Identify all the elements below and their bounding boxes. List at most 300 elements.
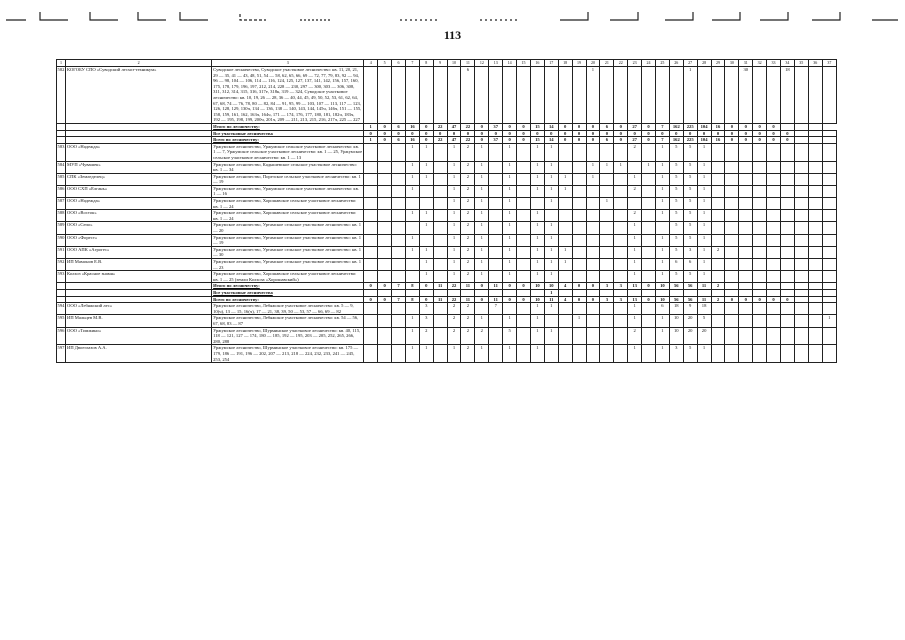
value-cell: [517, 345, 531, 363]
column-number: 24: [642, 60, 656, 67]
value-cell: 20: [697, 327, 711, 345]
value-cell: 1: [530, 173, 544, 185]
value-cell: [753, 198, 767, 210]
value-cell: [794, 130, 808, 137]
value-cell: [725, 234, 739, 246]
organization-name: КОГОБУ СПО «Суводский лесхоз-техникум»: [66, 67, 212, 124]
organization-name: ООО «Восток»: [66, 210, 212, 222]
value-cell: [489, 234, 503, 246]
value-cell: [808, 345, 822, 363]
value-cell: 10: [530, 296, 544, 303]
value-cell: 0: [572, 130, 586, 137]
value-cell: 104: [697, 137, 711, 144]
value-cell: 15: [530, 123, 544, 130]
value-cell: [808, 283, 822, 290]
value-cell: 7: [392, 283, 406, 290]
value-cell: [780, 315, 794, 327]
value-cell: 2: [419, 327, 433, 345]
value-cell: [767, 289, 781, 296]
column-number: 31: [739, 60, 753, 67]
value-cell: 27: [628, 137, 642, 144]
value-cell: [378, 67, 392, 124]
value-cell: 9: [683, 303, 697, 315]
value-cell: [794, 246, 808, 258]
value-cell: [822, 296, 836, 303]
value-cell: [614, 327, 628, 345]
value-cell: 0: [475, 283, 489, 290]
value-cell: 1: [475, 143, 489, 161]
value-cell: 0: [767, 137, 781, 144]
value-cell: 1: [697, 198, 711, 210]
value-cell: 1: [447, 271, 461, 283]
value-cell: 18: [780, 67, 794, 124]
value-cell: [767, 234, 781, 246]
value-cell: 22: [433, 137, 447, 144]
value-cell: [572, 143, 586, 161]
value-cell: 5: [669, 246, 683, 258]
value-cell: [392, 315, 406, 327]
value-cell: [489, 271, 503, 283]
table-row: [57, 246, 837, 258]
value-cell: [725, 198, 739, 210]
value-cell: [530, 289, 544, 296]
organization-name: ООО АПК «Агрогес»: [66, 246, 212, 258]
value-cell: 3: [614, 296, 628, 303]
value-cell: [794, 289, 808, 296]
value-cell: 5: [669, 161, 683, 173]
value-cell: 1: [447, 210, 461, 222]
value-cell: 0: [558, 123, 572, 130]
value-cell: 1: [628, 259, 642, 271]
value-cell: [614, 303, 628, 315]
value-cell: 56: [683, 296, 697, 303]
value-cell: [558, 289, 572, 296]
value-cell: [794, 283, 808, 290]
value-cell: [794, 67, 808, 124]
value-cell: [392, 67, 406, 124]
value-cell: [753, 327, 767, 345]
column-number: 1: [57, 60, 66, 67]
value-cell: [517, 143, 531, 161]
value-cell: [433, 210, 447, 222]
value-cell: 5: [669, 173, 683, 185]
value-cell: [753, 143, 767, 161]
column-number: 16: [530, 60, 544, 67]
column-number: 23: [628, 60, 642, 67]
value-cell: [780, 173, 794, 185]
value-cell: [405, 67, 419, 124]
row-number: [57, 123, 66, 130]
column-number: 21: [600, 60, 614, 67]
value-cell: 2: [711, 246, 725, 258]
value-cell: [794, 143, 808, 161]
value-cell: 0: [683, 130, 697, 137]
value-cell: [822, 259, 836, 271]
value-cell: [725, 143, 739, 161]
value-cell: 6: [392, 137, 406, 144]
value-cell: [614, 185, 628, 197]
value-cell: 0: [392, 130, 406, 137]
column-number: 34: [780, 60, 794, 67]
value-cell: 0: [419, 296, 433, 303]
organization-name: ООО СХП «Елгань»: [66, 185, 212, 197]
value-cell: [642, 246, 656, 258]
value-cell: [725, 210, 739, 222]
value-cell: [614, 315, 628, 327]
value-cell: [780, 143, 794, 161]
value-cell: 1: [530, 161, 544, 173]
value-cell: 5: [503, 327, 517, 345]
value-cell: 1: [419, 222, 433, 234]
organization-name: ООО «Лебяжский лес»: [66, 303, 212, 315]
value-cell: [378, 259, 392, 271]
value-cell: [669, 289, 683, 296]
value-cell: 27: [628, 123, 642, 130]
value-cell: 1: [544, 222, 558, 234]
value-cell: 0: [767, 123, 781, 130]
location-description: Все участковые лесничества: [212, 130, 364, 137]
value-cell: [808, 173, 822, 185]
value-cell: 1: [405, 185, 419, 197]
value-cell: 0: [517, 296, 531, 303]
value-cell: [822, 161, 836, 173]
value-cell: [808, 259, 822, 271]
value-cell: [600, 173, 614, 185]
value-cell: [364, 246, 378, 258]
location-description: Уржумское лесничество, Кадышевское сельское участковое лесничество: кв. 1 — 34: [212, 161, 364, 173]
column-number: 5: [378, 60, 392, 67]
row-number: 591: [57, 246, 66, 258]
value-cell: 20: [683, 315, 697, 327]
value-cell: [711, 271, 725, 283]
value-cell: 1: [544, 173, 558, 185]
value-cell: 1: [558, 185, 572, 197]
value-cell: 0: [725, 130, 739, 137]
value-cell: [711, 198, 725, 210]
value-cell: [822, 289, 836, 296]
value-cell: 0: [739, 130, 753, 137]
location-description: Уржумское лесничество, Шурминское участковое лесничество: кв. 175 — 179, 186 — 191, 196 — 202, 207 — 213, 218 — 224, 232, 233, 241 — 245, 253, 254: [212, 345, 364, 363]
value-cell: [767, 259, 781, 271]
value-cell: 1: [475, 210, 489, 222]
value-cell: 1: [544, 259, 558, 271]
column-number: 13: [489, 60, 503, 67]
organization-name: ООО «Сепо»: [66, 222, 212, 234]
value-cell: [447, 289, 461, 296]
value-cell: 18: [697, 303, 711, 315]
value-cell: 0: [628, 130, 642, 137]
value-cell: 1: [655, 234, 669, 246]
value-cell: 1: [697, 246, 711, 258]
total-row: [57, 137, 837, 144]
value-cell: 1: [475, 161, 489, 173]
value-cell: [642, 185, 656, 197]
value-cell: 1: [447, 222, 461, 234]
column-number: 11: [461, 60, 475, 67]
value-cell: [628, 198, 642, 210]
value-cell: [503, 289, 517, 296]
value-cell: 0: [364, 296, 378, 303]
value-cell: 0: [780, 296, 794, 303]
value-cell: 22: [433, 123, 447, 130]
location-description: Итого по лесничеству:: [212, 283, 364, 290]
value-cell: 0: [614, 123, 628, 130]
location-description: Итого по лесничеству:: [212, 123, 364, 130]
value-cell: 0: [517, 283, 531, 290]
value-cell: 5: [669, 198, 683, 210]
value-cell: [544, 315, 558, 327]
value-cell: 0: [405, 130, 419, 137]
value-cell: 22: [461, 123, 475, 130]
value-cell: [489, 198, 503, 210]
row-number: [57, 296, 66, 303]
value-cell: [614, 234, 628, 246]
organization-name: [66, 130, 212, 137]
value-cell: 2: [447, 315, 461, 327]
value-cell: 5: [683, 143, 697, 161]
value-cell: 0: [739, 123, 753, 130]
value-cell: [378, 315, 392, 327]
value-cell: [392, 303, 406, 315]
value-cell: 1: [475, 315, 489, 327]
value-cell: 56: [683, 283, 697, 290]
value-cell: [517, 259, 531, 271]
value-cell: 2: [628, 210, 642, 222]
value-cell: [697, 289, 711, 296]
table-row: [57, 222, 837, 234]
value-cell: [544, 345, 558, 363]
value-cell: [822, 210, 836, 222]
value-cell: [739, 345, 753, 363]
value-cell: 1: [530, 222, 544, 234]
value-cell: 1: [544, 289, 558, 296]
column-number: 26: [669, 60, 683, 67]
value-cell: [600, 67, 614, 124]
value-cell: 0: [364, 283, 378, 290]
value-cell: [780, 327, 794, 345]
value-cell: 5: [683, 185, 697, 197]
value-cell: 0: [739, 137, 753, 144]
value-cell: 0: [669, 130, 683, 137]
row-number: 590: [57, 234, 66, 246]
value-cell: 11: [544, 296, 558, 303]
location-description: Уржумское лесничество, Хорошавское сельское участковое лесничество: кв. 1 — 24: [212, 198, 364, 210]
table-row: [57, 161, 837, 173]
value-cell: [642, 327, 656, 345]
value-cell: [808, 327, 822, 345]
value-cell: [767, 271, 781, 283]
value-cell: [808, 185, 822, 197]
value-cell: [794, 315, 808, 327]
value-cell: [433, 303, 447, 315]
value-cell: [572, 246, 586, 258]
value-cell: 2: [461, 222, 475, 234]
value-cell: 1: [447, 259, 461, 271]
value-cell: 1: [655, 198, 669, 210]
header-row: [57, 60, 837, 67]
value-cell: 2: [461, 315, 475, 327]
value-cell: 6: [655, 303, 669, 315]
value-cell: 1: [405, 246, 419, 258]
value-cell: [586, 303, 600, 315]
value-cell: [517, 303, 531, 315]
organization-name: ИП Двоеглазов А.А.: [66, 345, 212, 363]
value-cell: [794, 210, 808, 222]
value-cell: [808, 123, 822, 130]
value-cell: [433, 198, 447, 210]
value-cell: 11: [489, 296, 503, 303]
value-cell: 6: [683, 259, 697, 271]
value-cell: 0: [725, 137, 739, 144]
value-cell: [433, 315, 447, 327]
value-cell: [405, 198, 419, 210]
value-cell: [767, 327, 781, 345]
value-cell: 1: [405, 234, 419, 246]
value-cell: [780, 259, 794, 271]
value-cell: 1: [683, 67, 697, 124]
value-cell: 1: [447, 234, 461, 246]
value-cell: 1: [475, 246, 489, 258]
value-cell: [378, 303, 392, 315]
column-number: 35: [794, 60, 808, 67]
value-cell: 5: [683, 198, 697, 210]
value-cell: [392, 222, 406, 234]
value-cell: 0: [475, 137, 489, 144]
value-cell: 1: [503, 259, 517, 271]
value-cell: [586, 289, 600, 296]
value-cell: [364, 289, 378, 296]
value-cell: [433, 246, 447, 258]
organization-name: СПК «Земледелец»: [66, 173, 212, 185]
value-cell: 0: [753, 130, 767, 137]
value-cell: [392, 143, 406, 161]
value-cell: [586, 198, 600, 210]
value-cell: [780, 271, 794, 283]
value-cell: [822, 198, 836, 210]
value-cell: [753, 259, 767, 271]
value-cell: [642, 173, 656, 185]
value-cell: 1: [364, 123, 378, 130]
value-cell: [739, 289, 753, 296]
column-number: 28: [697, 60, 711, 67]
value-cell: 0: [378, 137, 392, 144]
value-cell: [517, 210, 531, 222]
row-number: 592: [57, 259, 66, 271]
value-cell: [447, 67, 461, 124]
value-cell: [739, 173, 753, 185]
column-number: 33: [767, 60, 781, 67]
value-cell: [794, 198, 808, 210]
value-cell: 6: [600, 137, 614, 144]
value-cell: 0: [419, 130, 433, 137]
value-cell: 3: [600, 283, 614, 290]
organization-name: ООО «Тимжино»: [66, 327, 212, 345]
value-cell: 10: [655, 296, 669, 303]
value-cell: 37: [489, 123, 503, 130]
value-cell: [794, 137, 808, 144]
value-cell: 0: [725, 123, 739, 130]
value-cell: [780, 246, 794, 258]
column-number: 30: [725, 60, 739, 67]
value-cell: 1: [405, 315, 419, 327]
total-row: [57, 123, 837, 130]
value-cell: [739, 198, 753, 210]
value-cell: 0: [475, 296, 489, 303]
value-cell: 0: [614, 137, 628, 144]
value-cell: [697, 67, 711, 124]
row-number: 595: [57, 315, 66, 327]
value-cell: [739, 303, 753, 315]
value-cell: 1: [628, 271, 642, 283]
value-cell: [725, 327, 739, 345]
value-cell: [822, 283, 836, 290]
value-cell: 0: [503, 283, 517, 290]
value-cell: [364, 143, 378, 161]
value-cell: 1: [503, 222, 517, 234]
value-cell: [725, 283, 739, 290]
value-cell: [753, 161, 767, 173]
value-cell: 1: [697, 210, 711, 222]
value-cell: [405, 303, 419, 315]
value-cell: 2: [461, 303, 475, 315]
value-cell: [794, 185, 808, 197]
value-cell: [711, 303, 725, 315]
value-cell: 0: [419, 137, 433, 144]
value-cell: 0: [711, 130, 725, 137]
value-cell: 1: [530, 303, 544, 315]
value-cell: 0: [544, 130, 558, 137]
value-cell: 37: [489, 137, 503, 144]
row-number: 596: [57, 327, 66, 345]
location-description: Суводское лесничество, Суводское участковое лесничество: кв. 11, 20, 21, 29 — 35, 41 — 43, 48, 51, 54 — 58, 62, 65, 66, 69 — 72, 77, 79, 83, 92 — 94, 96 — 98, 104 — 106, 114 — 116, 124, 125, 127, 137, 141, 142, 156, 157, 160, 175, 178, 179, 196, 197, 212, 214, 228 — 230, 297 — 300, 303 — 306, 308, 311, 312, 314, 315, 316, 317е, 318к, 319 — 324, Суводское участковое лесничество: кв. 10, 19, 26 — 28, 36 — 40, 44, 45, 49, 50, 52, 53, 61, 62, 64, 67, 68, 74 — 76, 78, 80 — 82, 84 — 91, 95, 99 — 103, 107 — 113, 117 — 123, 126, 128, 129, 130ч, 134 — 136, 138 — 140, 143, 144, 145ч, 146ч, 151 — 155, 158, 159, 161, 162, 163ч, 164ч, 171 — 174, 176, 177, 180, 181, 182ч, 183ч, 192 — 195, 198, 199, 200ч, 201ч, 209 — 211, 213, 215, 216, 217ч, 225 — 227: [212, 67, 364, 124]
value-cell: [808, 296, 822, 303]
value-cell: [558, 222, 572, 234]
value-cell: 2: [711, 296, 725, 303]
location-description: Уржумское лесничество, Уртамское сельское участковое лесничество: кв. 1 — 20: [212, 222, 364, 234]
value-cell: 1: [419, 143, 433, 161]
value-cell: [364, 222, 378, 234]
value-cell: 162: [669, 137, 683, 144]
row-number: 589: [57, 222, 66, 234]
value-cell: [642, 143, 656, 161]
value-cell: [711, 259, 725, 271]
value-cell: [433, 67, 447, 124]
value-cell: [614, 246, 628, 258]
value-cell: 16: [405, 137, 419, 144]
value-cell: [725, 271, 739, 283]
value-cell: 104: [697, 123, 711, 130]
value-cell: 1: [405, 327, 419, 345]
location-description: Уржумское лесничество, Уртамское сельское участковое лесничество: кв. 1 — 30: [212, 246, 364, 258]
value-cell: 2: [628, 185, 642, 197]
value-cell: [586, 345, 600, 363]
value-cell: 1: [614, 161, 628, 173]
value-cell: 1: [503, 198, 517, 210]
value-cell: [600, 234, 614, 246]
value-cell: [586, 271, 600, 283]
value-cell: [364, 198, 378, 210]
value-cell: 1: [447, 143, 461, 161]
value-cell: [767, 283, 781, 290]
value-cell: [725, 289, 739, 296]
value-cell: 1: [697, 234, 711, 246]
location-description: Уржумское лесничество, Уртамское сельское участковое лесничество: кв. 1 — 23: [212, 259, 364, 271]
value-cell: 2: [461, 234, 475, 246]
value-cell: 2: [447, 327, 461, 345]
value-cell: 47: [447, 137, 461, 144]
value-cell: [392, 173, 406, 185]
value-cell: 6: [669, 259, 683, 271]
